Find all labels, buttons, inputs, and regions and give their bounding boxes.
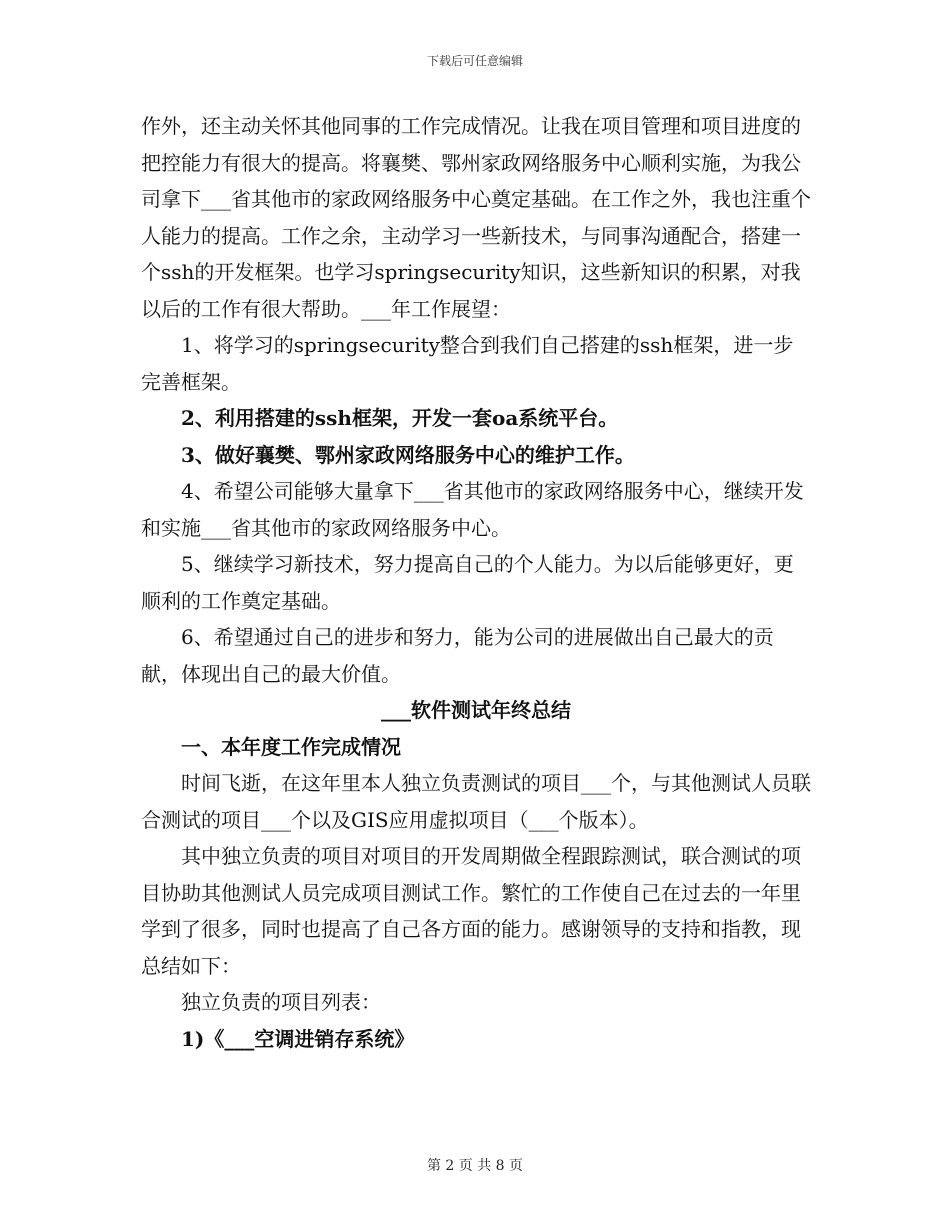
list-item-1: 1、将学习的springsecurity整合到我们自己搭建的ssh框架，进一步完善框架。 xyxy=(141,333,794,394)
section-title: ___软件测试年终总结 xyxy=(381,698,571,722)
list-item-6: 6、希望通过自己的进步和努力，能为公司的进展做出自己最大的贡献，体现出自己的最大价值。 xyxy=(141,625,774,686)
page-header: 下载后可任意编辑 xyxy=(426,54,523,68)
list-item-4: 4、希望公司能够大量拿下___省其他市的家政网络服务中心，继续开发和实施___省其他市的家政网络服务中心。 xyxy=(141,479,804,540)
paragraph-overview: 时间飞逝，在这年里本人独立负责测试的项目___个，与其他测试人员联合测试的项目___个以及GIS应用虚拟项目（___个版本）。 xyxy=(141,771,811,832)
list-item-2: 2、利用搭建的ssh框架，开发一套oa系统平台。 xyxy=(181,406,619,430)
list-item-5: 5、继续学习新技术，努力提高自己的个人能力。为以后能够更好，更顺利的工作奠定基础。 xyxy=(141,552,794,613)
paragraph-details: 其中独立负责的项目对项目的开发周期做全程跟踪测试，联合测试的项目协助其他测试人员完成项目测试工作。繁忙的工作使自己在过去的一年里学到了很多，同时也提高了自己各方面的能力。感谢领导的支持和指教，现总结如下： xyxy=(141,844,801,978)
paragraph-work-summary: 作外，还主动关怀其他同事的工作完成情况。让我在项目管理和项目进度的把控能力有很大的提高。将襄樊、鄂州家政网络服务中心顺利实施，为我公司拿下___省其他市的家政网络服务中心奠定基础。在工作之外，我也注重个人能力的提高。工作之余，主动学习一些新技术，与同事沟通配合，搭建一个ssh的开发框架。也学习springsecurity知识，这些新知识的积累，对我以后的工作有很大帮助。___年工作展望： xyxy=(141,114,811,321)
page-footer: 第 2 页 共 8 页 xyxy=(426,1158,524,1174)
section-heading-1: 一、本年度工作完成情况 xyxy=(181,734,401,759)
project-list-label: 独立负责的项目列表： xyxy=(181,990,381,1014)
list-item-3: 3、做好襄樊、鄂州家政网络服务中心的维护工作。 xyxy=(181,442,635,467)
project-item-1: 1)《___空调进销存系统》 xyxy=(181,1026,415,1051)
document-body xyxy=(141,108,811,1057)
